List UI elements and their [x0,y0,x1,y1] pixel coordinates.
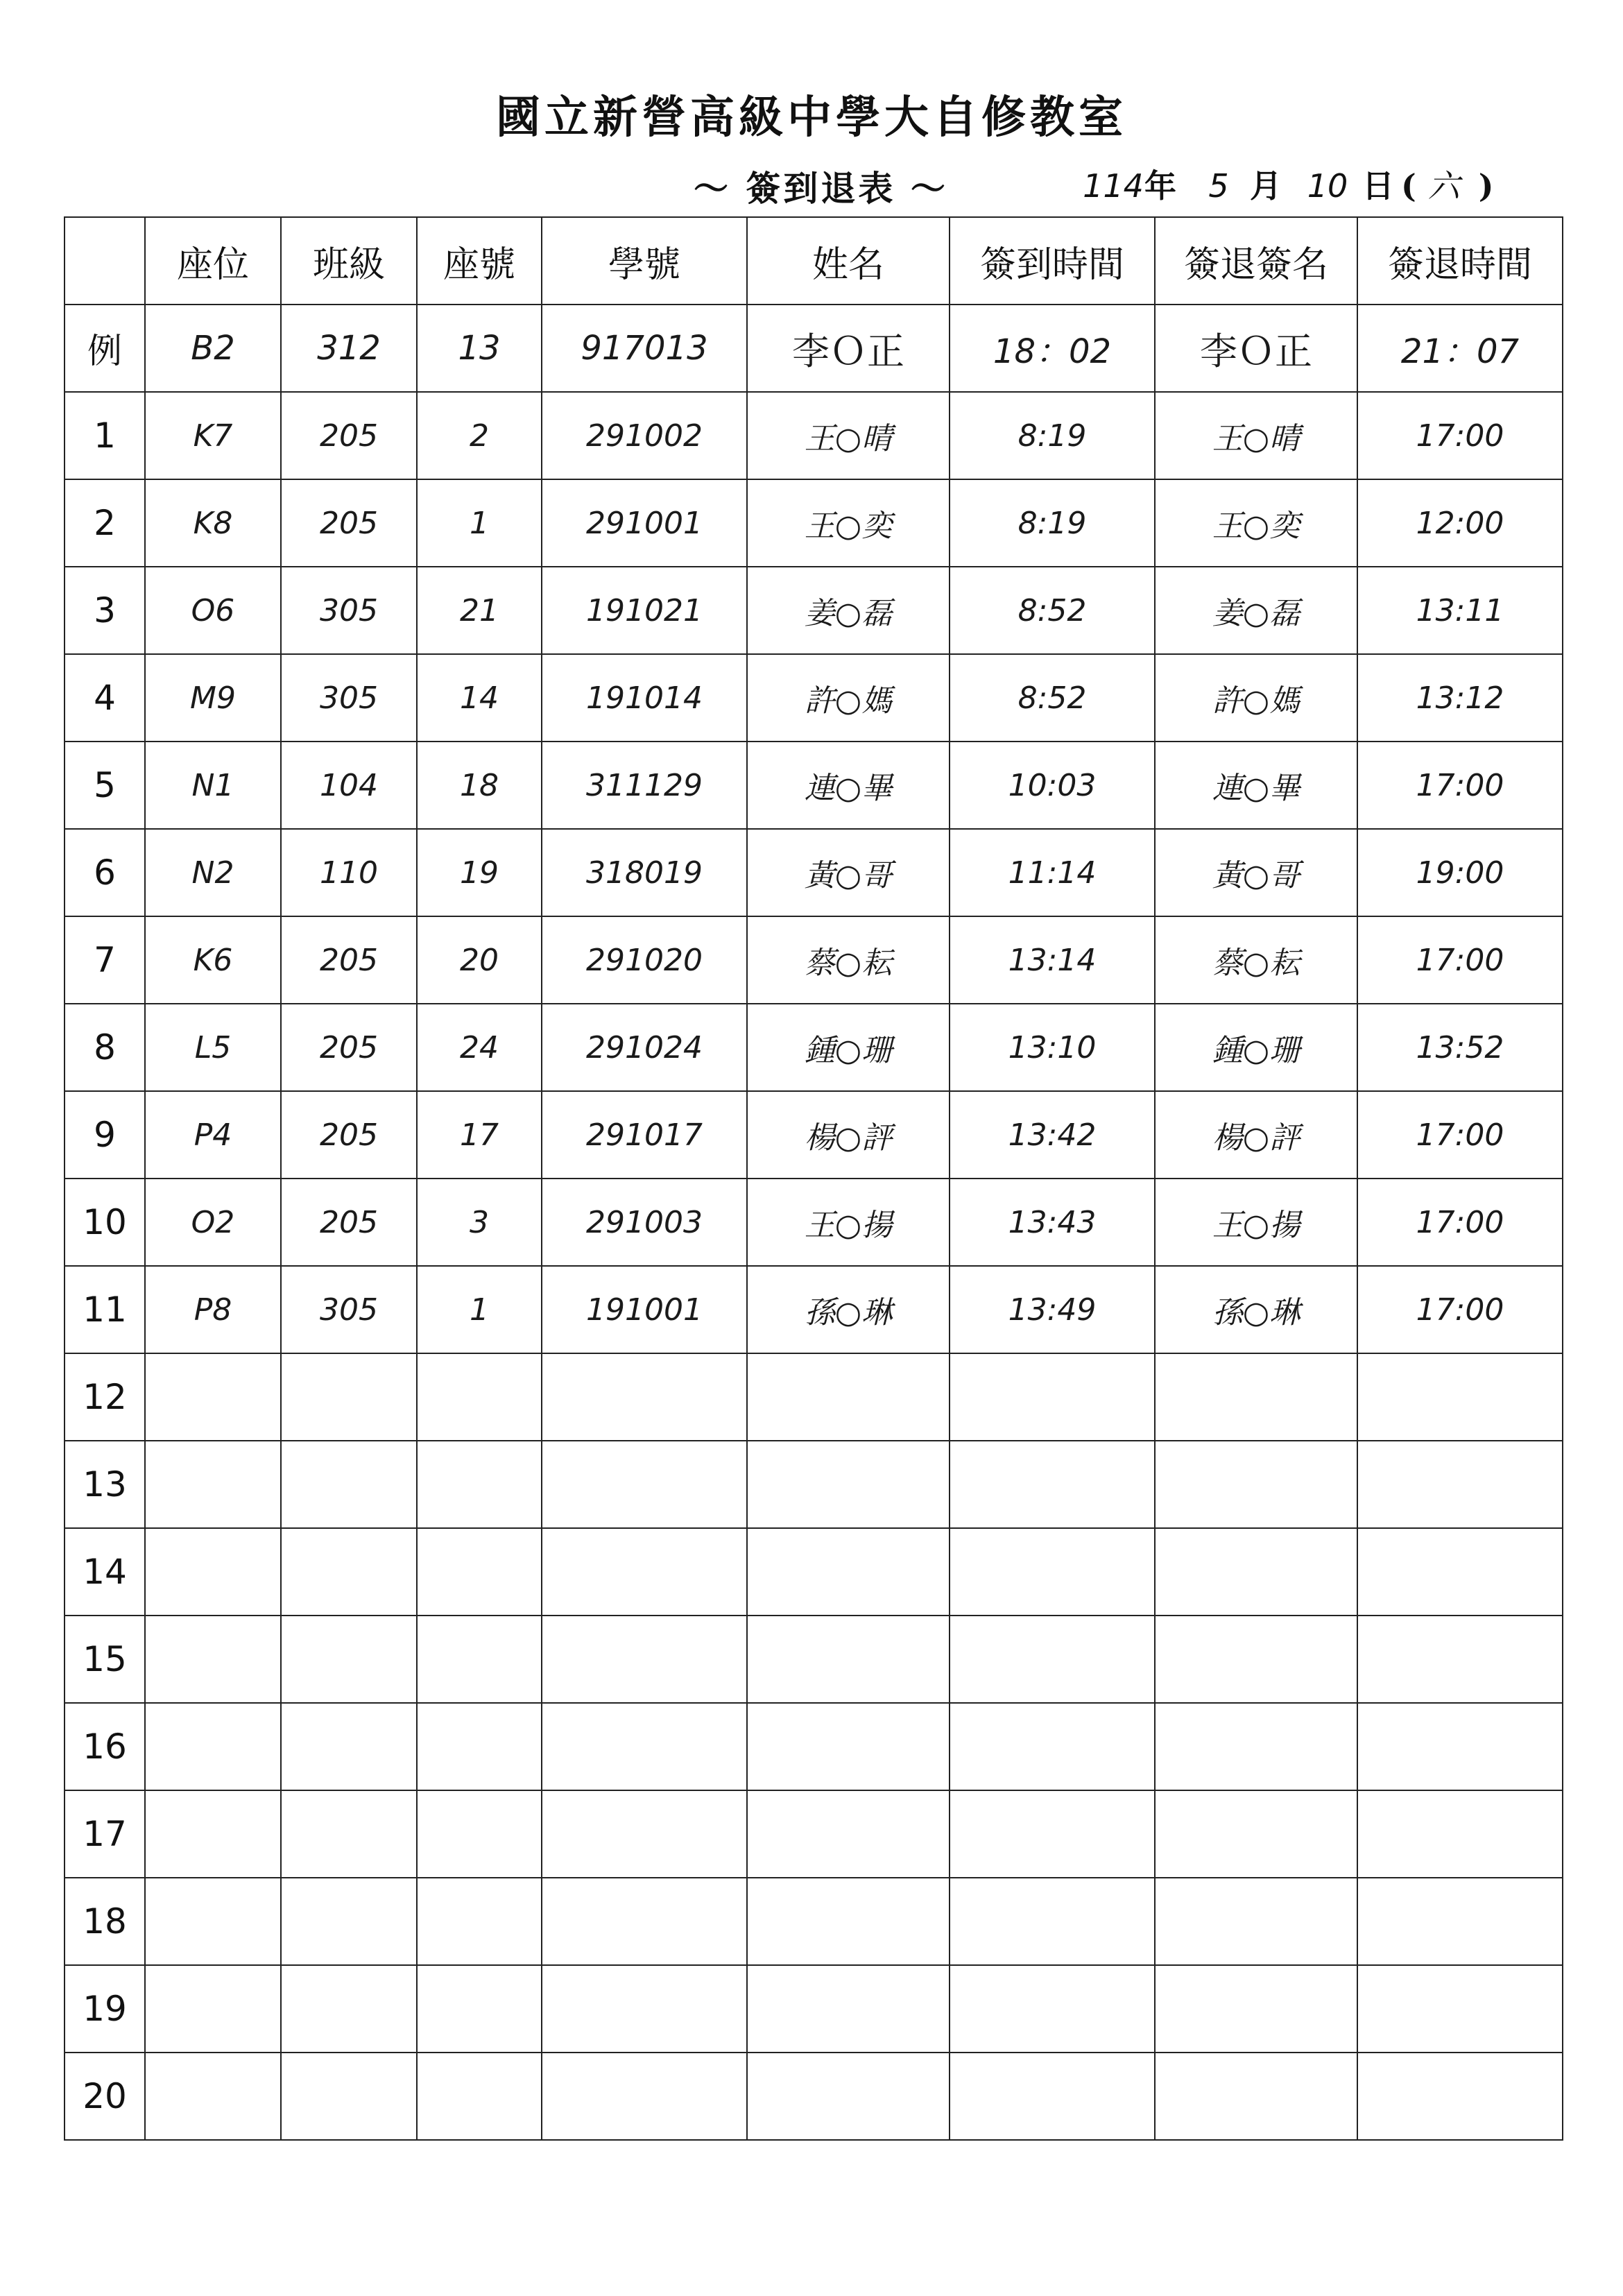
empty-cell [542,1353,747,1441]
row-index: 3 [65,567,145,654]
empty-cell [1357,1353,1563,1441]
empty-cell [747,1441,950,1528]
empty-cell [1155,1790,1357,1878]
row-seat: N2 [145,829,281,916]
row-checkout: 17:00 [1357,1266,1563,1353]
weekday-close-paren: ) [1478,167,1494,205]
empty-cell [281,1790,417,1878]
empty-cell [1357,1703,1563,1790]
row-student-id: 291020 [542,916,747,1004]
row-checkout: 17:00 [1357,742,1563,829]
row-checkout: 17:00 [1357,916,1563,1004]
col-header-number: 座號 [417,217,542,305]
row-signout-name: 許○媽 [1155,654,1357,742]
empty-cell [1357,1965,1563,2053]
row-class: 205 [281,916,417,1004]
empty-cell [1155,1353,1357,1441]
row-index: 12 [65,1353,145,1441]
row-seat: L5 [145,1004,281,1091]
row-number: 2 [417,392,542,479]
empty-cell [542,1703,747,1790]
empty-cell [542,2053,747,2140]
header-row [65,217,1563,305]
row-student-id: 191021 [542,567,747,654]
example-number: 13 [417,305,542,392]
row-index: 20 [65,2053,145,2140]
empty-cell [145,1965,281,2053]
blank-row [65,2053,1563,2140]
row-index: 9 [65,1091,145,1179]
row-checkin: 13:42 [950,1091,1155,1179]
row-checkout: 17:00 [1357,1179,1563,1266]
col-header-seat: 座位 [145,217,281,305]
row-student-id: 191014 [542,654,747,742]
empty-cell [747,1965,950,2053]
row-index: 10 [65,1179,145,1266]
row-seat: N1 [145,742,281,829]
empty-cell [281,1616,417,1703]
row-index: 7 [65,916,145,1004]
empty-cell [145,1616,281,1703]
row-checkin: 13:49 [950,1266,1155,1353]
row-checkin: 8:52 [950,567,1155,654]
col-header-student-id: 學號 [542,217,747,305]
row-name: 黃○哥 [747,829,950,916]
date-day: 10 [1307,167,1348,205]
row-class: 205 [281,1179,417,1266]
row-name: 王○揚 [747,1179,950,1266]
blank-row [65,1441,1563,1528]
table-row [65,654,1563,742]
example-checkin: 18：02 [950,305,1155,392]
table-row [65,1266,1563,1353]
empty-cell [417,1703,542,1790]
row-checkin: 11:14 [950,829,1155,916]
empty-cell [542,1616,747,1703]
table-row [65,479,1563,567]
row-signout-name: 蔡○耘 [1155,916,1357,1004]
example-name: 李Ｏ正 [747,305,950,392]
empty-cell [1357,1616,1563,1703]
table-row [65,1091,1563,1179]
blank-row [65,1965,1563,2053]
row-class: 104 [281,742,417,829]
row-number: 24 [417,1004,542,1091]
empty-cell [1155,1965,1357,2053]
empty-cell [417,1790,542,1878]
empty-cell [542,1441,747,1528]
row-number: 14 [417,654,542,742]
empty-cell [1155,1528,1357,1616]
row-index: 19 [65,1965,145,2053]
row-signout-name: 王○揚 [1155,1179,1357,1266]
empty-cell [417,1616,542,1703]
empty-cell [950,1441,1155,1528]
row-index: 17 [65,1790,145,1878]
row-seat: K8 [145,479,281,567]
row-seat: P4 [145,1091,281,1179]
empty-cell [747,1790,950,1878]
empty-cell [747,1616,950,1703]
empty-cell [417,1878,542,1965]
table-row [65,742,1563,829]
row-name: 王○奕 [747,479,950,567]
row-number: 20 [417,916,542,1004]
row-name: 孫○琳 [747,1266,950,1353]
row-checkout: 13:12 [1357,654,1563,742]
row-checkin: 8:19 [950,479,1155,567]
col-header-index [65,217,145,305]
empty-cell [1155,1616,1357,1703]
row-index: 1 [65,392,145,479]
row-signout-name: 孫○琳 [1155,1266,1357,1353]
row-seat: M9 [145,654,281,742]
row-signout-name: 楊○評 [1155,1091,1357,1179]
row-index: 16 [65,1703,145,1790]
row-index: 5 [65,742,145,829]
empty-cell [747,1878,950,1965]
empty-cell [950,1353,1155,1441]
empty-cell [747,2053,950,2140]
col-header-checkout-time: 簽退時間 [1357,217,1563,305]
row-checkin: 10:03 [950,742,1155,829]
empty-cell [1155,1441,1357,1528]
row-seat: K6 [145,916,281,1004]
empty-cell [145,1703,281,1790]
empty-cell [145,1353,281,1441]
empty-cell [417,2053,542,2140]
row-class: 305 [281,1266,417,1353]
row-checkout: 17:00 [1357,1091,1563,1179]
col-header-name: 姓名 [747,217,950,305]
row-number: 18 [417,742,542,829]
table-row [65,829,1563,916]
empty-cell [417,1441,542,1528]
empty-cell [417,1528,542,1616]
row-index: 6 [65,829,145,916]
empty-cell [542,1528,747,1616]
row-checkin: 13:43 [950,1179,1155,1266]
row-number: 17 [417,1091,542,1179]
row-class: 205 [281,1004,417,1091]
example-signout-name: 李Ｏ正 [1155,305,1357,392]
empty-cell [1357,1528,1563,1616]
row-index: 13 [65,1441,145,1528]
blank-row [65,1703,1563,1790]
row-number: 1 [417,1266,542,1353]
date-month: 5 [1208,167,1229,205]
row-class: 205 [281,1091,417,1179]
row-index: 18 [65,1878,145,1965]
empty-cell [747,1528,950,1616]
empty-cell [145,1528,281,1616]
row-name: 許○媽 [747,654,950,742]
row-student-id: 291017 [542,1091,747,1179]
empty-cell [1357,1441,1563,1528]
empty-cell [1155,1703,1357,1790]
empty-cell [950,1965,1155,2053]
date-weekday: 六 [1427,167,1460,205]
empty-cell [542,1790,747,1878]
row-name: 連○畢 [747,742,950,829]
empty-cell [542,1965,747,2053]
example-row [65,305,1563,392]
row-seat: O6 [145,567,281,654]
empty-cell [281,1528,417,1616]
row-signout-name: 王○晴 [1155,392,1357,479]
row-class: 205 [281,392,417,479]
row-checkout: 12:00 [1357,479,1563,567]
row-index: 4 [65,654,145,742]
page-title: 國立新營高級中學大自修教室 [496,92,1127,144]
empty-cell [281,2053,417,2140]
table-row [65,916,1563,1004]
blank-row [65,1790,1563,1878]
row-name: 鍾○珊 [747,1004,950,1091]
row-class: 205 [281,479,417,567]
example-student-id: 917013 [542,305,747,392]
empty-cell [747,1353,950,1441]
weekday-open-paren: ( [1401,167,1416,205]
empty-cell [950,1703,1155,1790]
page-subtitle: ～ 簽到退表 ～ [694,168,948,209]
row-index: 2 [65,479,145,567]
row-signout-name: 黃○哥 [1155,829,1357,916]
row-name: 王○晴 [747,392,950,479]
row-seat: K7 [145,392,281,479]
empty-cell [145,1878,281,1965]
row-checkout: 19:00 [1357,829,1563,916]
row-name: 姜○磊 [747,567,950,654]
example-checkout: 21：07 [1357,305,1563,392]
col-header-signout-signature: 簽退簽名 [1155,217,1357,305]
row-checkout: 13:11 [1357,567,1563,654]
row-name: 蔡○耘 [747,916,950,1004]
table-row [65,1004,1563,1091]
col-header-class: 班級 [281,217,417,305]
row-signout-name: 姜○磊 [1155,567,1357,654]
empty-cell [950,1616,1155,1703]
row-student-id: 291024 [542,1004,747,1091]
row-checkin: 13:10 [950,1004,1155,1091]
table-row [65,1179,1563,1266]
empty-cell [950,2053,1155,2140]
row-name: 楊○評 [747,1091,950,1179]
row-seat: O2 [145,1179,281,1266]
empty-cell [145,1790,281,1878]
row-signout-name: 王○奕 [1155,479,1357,567]
row-index: 8 [65,1004,145,1091]
empty-cell [417,1353,542,1441]
empty-cell [950,1878,1155,1965]
empty-cell [1357,1878,1563,1965]
row-index: 14 [65,1528,145,1616]
row-class: 110 [281,829,417,916]
empty-cell [281,1353,417,1441]
empty-cell [281,1878,417,1965]
blank-row [65,1353,1563,1441]
date-line [1082,161,1494,207]
example-class: 312 [281,305,417,392]
date-year-label: 年 [1144,167,1176,205]
col-header-checkin-time: 簽到時間 [950,217,1155,305]
row-number: 1 [417,479,542,567]
row-student-id: 291003 [542,1179,747,1266]
empty-cell [145,2053,281,2140]
row-number: 21 [417,567,542,654]
date-month-label: 月 [1250,167,1282,205]
row-number: 19 [417,829,542,916]
row-checkin: 8:19 [950,392,1155,479]
empty-cell [1357,1790,1563,1878]
date-day-label: 日 [1362,167,1395,205]
row-number: 3 [417,1179,542,1266]
empty-cell [950,1528,1155,1616]
row-checkin: 8:52 [950,654,1155,742]
row-student-id: 191001 [542,1266,747,1353]
row-student-id: 311129 [542,742,747,829]
blank-row [65,1616,1563,1703]
example-label: 例 [65,305,145,392]
empty-cell [1155,2053,1357,2140]
row-class: 305 [281,567,417,654]
table-row [65,567,1563,654]
row-class: 305 [281,654,417,742]
row-index: 11 [65,1266,145,1353]
empty-cell [145,1441,281,1528]
empty-cell [747,1703,950,1790]
row-signout-name: 連○畢 [1155,742,1357,829]
row-student-id: 291002 [542,392,747,479]
empty-cell [950,1790,1155,1878]
row-student-id: 291001 [542,479,747,567]
date-year: 114 [1083,167,1144,205]
row-student-id: 318019 [542,829,747,916]
row-signout-name: 鍾○珊 [1155,1004,1357,1091]
table-row [65,392,1563,479]
example-seat: B2 [145,305,281,392]
sign-in-table [64,216,1563,2141]
empty-cell [281,1965,417,2053]
empty-cell [281,1441,417,1528]
empty-cell [1155,1878,1357,1965]
blank-row [65,1528,1563,1616]
blank-row [65,1878,1563,1965]
row-checkout: 17:00 [1357,392,1563,479]
empty-cell [281,1703,417,1790]
empty-cell [417,1965,542,2053]
row-index: 15 [65,1616,145,1703]
empty-cell [542,1878,747,1965]
empty-cell [1357,2053,1563,2140]
row-seat: P8 [145,1266,281,1353]
row-checkout: 13:52 [1357,1004,1563,1091]
row-checkin: 13:14 [950,916,1155,1004]
